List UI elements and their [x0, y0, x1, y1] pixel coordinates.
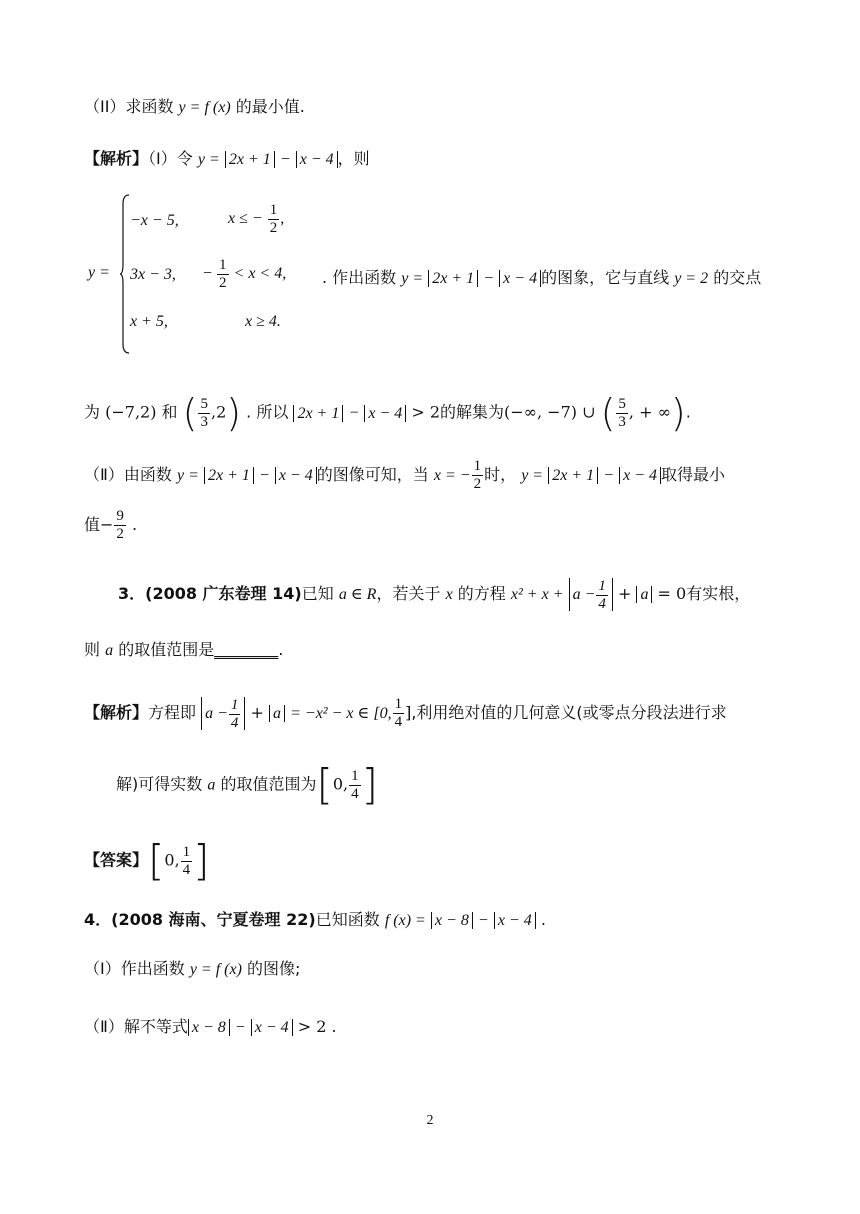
piecewise-tail-text: . 作出函数 y = 2x + 1 − x − 4 的图象，它与直线 y = 2 的交点 — [322, 268, 762, 287]
fraction: $\frac{1}{4}$ — [230, 696, 239, 731]
case-3-condition: x ≥ 4. — [245, 313, 281, 330]
question-4-part-ii: （Ⅱ）解不等式 x − 8 − x − 4 > 2 . — [84, 1017, 337, 1036]
solution-set-line: 为 (−7,2) 和 ( $\frac{5}{3}$ ,2) . 所以 2x + 1 − x − 4 > 2的解集为(−∞, −7) ∪ ( $\frac{5}{3}$ , + ∞). — [84, 391, 691, 435]
fraction: $\frac{1}{4}$ — [351, 767, 359, 802]
case-1: −x − 5, — [130, 212, 179, 229]
question-3-line-2: 则 a 的取值范围是________. — [84, 640, 284, 659]
case-3: x + 5, — [130, 313, 168, 330]
fraction: $\frac{5}{3}$ — [618, 395, 626, 430]
minimum-value: 值− $\frac{9}{2}$ . — [84, 508, 138, 542]
fraction: $\frac{1}{2}$ — [473, 458, 482, 492]
question-3: 3．(2008 广东卷理 14)已知 a ∈ R，若关于 x 的方程 x² + x + a − $\frac{1}{4}$ + a = 0有实根， — [118, 578, 751, 612]
question-3-solution-2: 解)可得实数 a 的取值范围为[0, $\frac{1}{4}$ ] — [116, 760, 378, 809]
fraction: $\frac{5}{3}$ — [200, 395, 208, 430]
case-1-condition: x ≤ − $\frac{1}{2}$ , — [228, 202, 285, 236]
fraction: $\frac{1}{4}$ — [182, 843, 191, 878]
question-3-answer: 【答案】[0, $\frac{1}{4}$ ] — [84, 836, 210, 885]
question-3-solution: 【解析】方程即 a − $\frac{1}{4}$ + a = −x² − x ∈ [0, $\frac{1}{4}$ ],利用绝对值的几何意义(或零点分段法进行求 — [84, 696, 727, 731]
left-brace — [120, 194, 130, 354]
solution-intro: 【解析】（Ⅰ）令 y = 2x + 1 − x − 4 ，则 — [84, 149, 370, 168]
question-4-part-i: （Ⅰ）作出函数 y = f (x) 的图像; — [84, 959, 301, 978]
piecewise-lhs: y = — [88, 264, 110, 281]
fraction: $\frac{9}{2}$ — [116, 508, 124, 542]
part-ii-solution: （Ⅱ）由函数 y = 2x + 1 − x − 4 的图像可知，当 x = − $\frac{1}{2}$ 时， y = 2x + 1 − x − 4 取得最小 — [84, 458, 726, 492]
part-ii-question: （II）求函数 y = f (x) 的最小值. — [84, 97, 305, 116]
fraction: $\frac{1}{4}$ — [598, 578, 606, 612]
case-2: 3x − 3, — [130, 266, 176, 283]
question-4: 4．(2008 海南、宁夏卷理 22)已知函数 f (x) = x − 8 − x − 4 . — [84, 910, 546, 929]
page-number: 2 — [426, 1113, 434, 1128]
fraction: $\frac{1}{4}$ — [394, 696, 403, 730]
fraction: $\frac{1}{2}$ — [269, 202, 278, 236]
case-2-condition: − $\frac{1}{2}$ < x < 4, — [203, 257, 287, 291]
fraction: $\frac{1}{2}$ — [219, 257, 227, 291]
answer-blank: ________ — [214, 640, 279, 659]
